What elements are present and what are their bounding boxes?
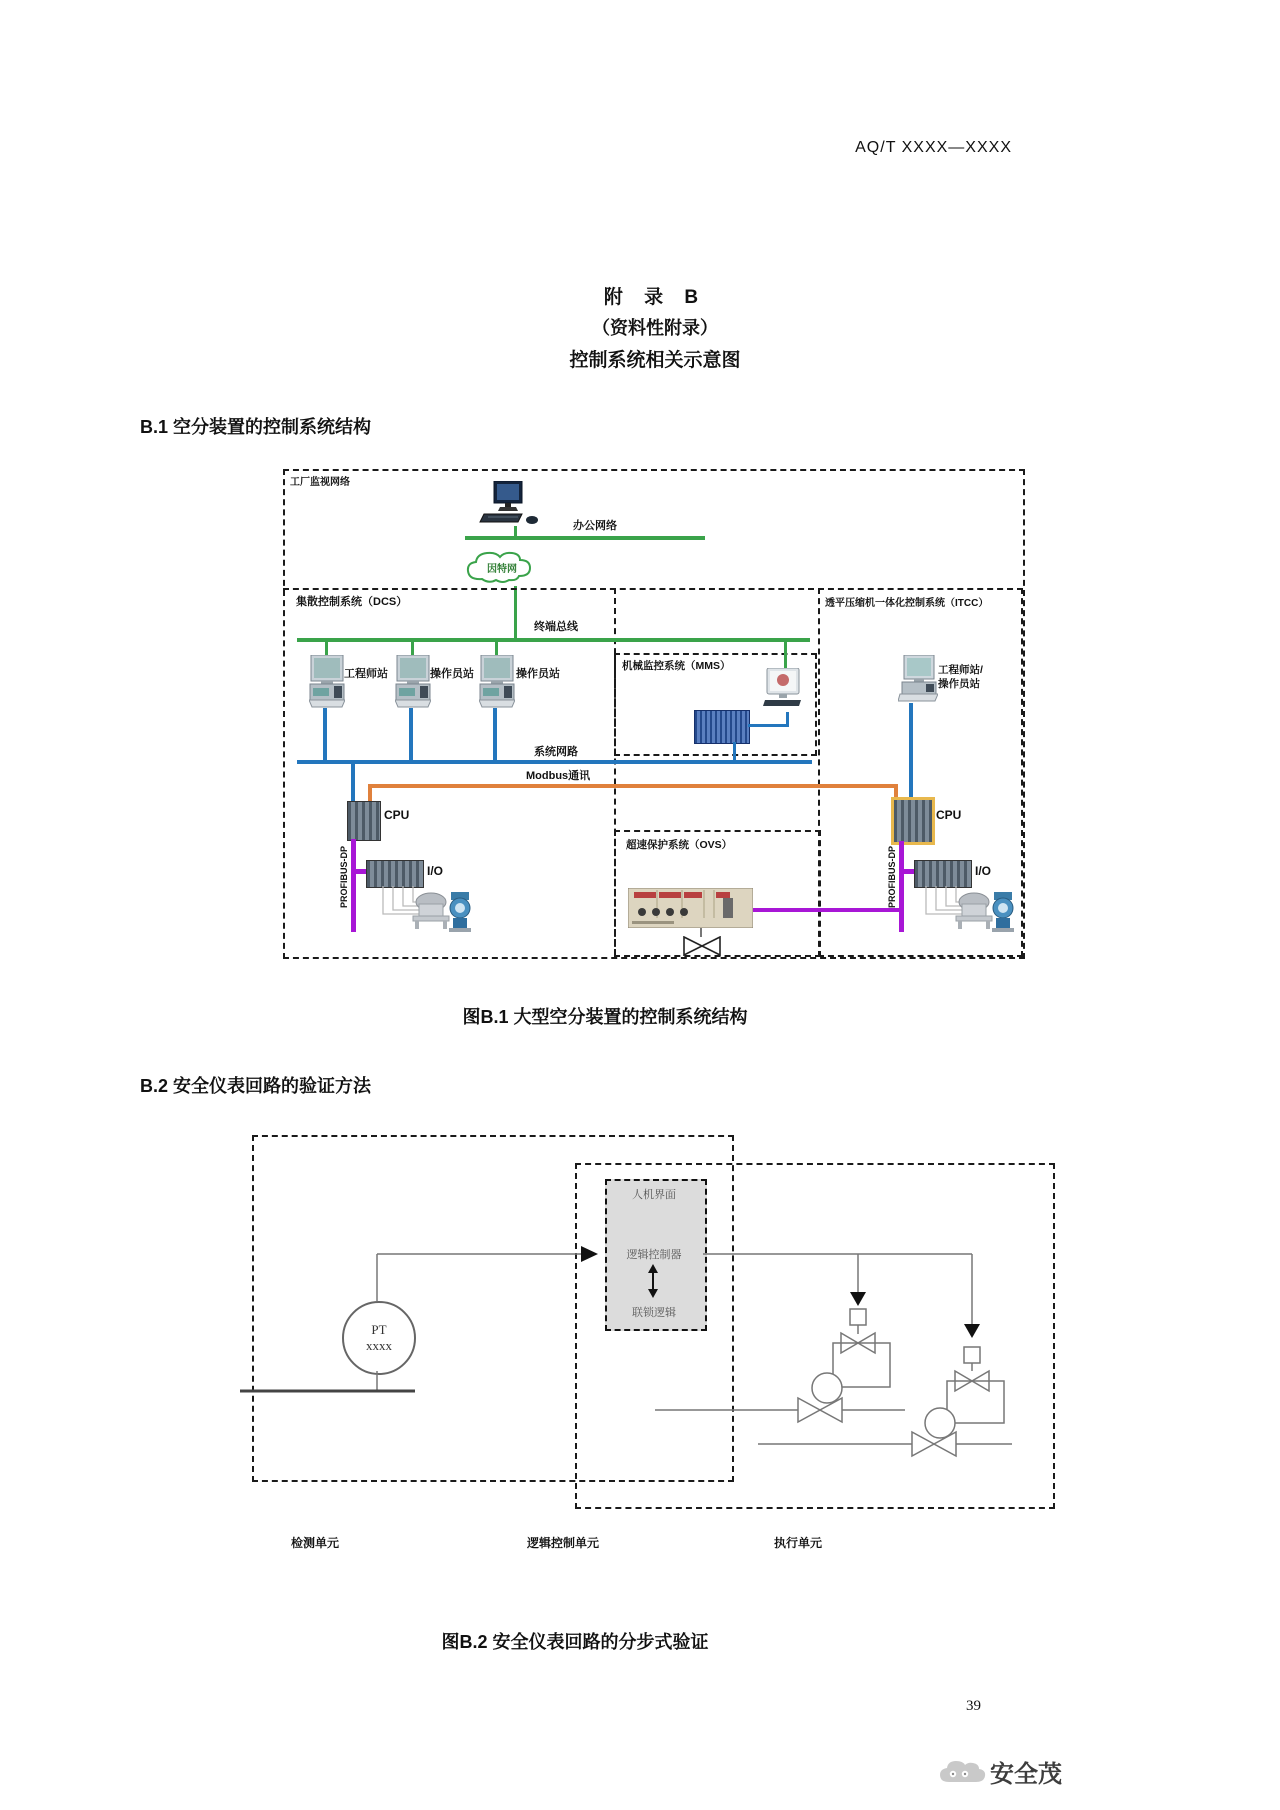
b2-linework xyxy=(200,1240,1060,1475)
itcc-station-label-1: 工程师站/ xyxy=(938,664,983,676)
itcc-cpu-label: CPU xyxy=(936,808,962,822)
appendix-subtitle: （资料性附录） xyxy=(592,318,718,338)
op-station2-stub xyxy=(495,642,498,656)
figure-b2-caption: 图B.2 安全仪表回路的分步式验证 xyxy=(441,1632,709,1652)
ovs-panel-icon xyxy=(628,888,753,933)
office-network-label: 办公网络 xyxy=(573,520,617,532)
unit-detection-label: 检测单元 xyxy=(291,1536,340,1550)
itcc-profibus-line xyxy=(899,841,904,932)
office-network-line xyxy=(465,536,705,540)
dcs-field-instruments-icon xyxy=(375,886,475,941)
mms-label: 机械监控系统（MMS） xyxy=(622,660,731,672)
system-network-line xyxy=(297,760,812,764)
appendix-topic: 控制系统相关示意图 xyxy=(569,350,741,371)
op-station1-stub xyxy=(411,642,414,656)
terminal-bus-label: 终端总线 xyxy=(534,621,578,633)
itcc-io-label: I/O xyxy=(975,864,992,878)
logic-controller-label: 逻辑控制器 xyxy=(626,1249,682,1261)
operator-station2-label: 操作员站 xyxy=(516,668,560,680)
figure-b1-caption: 图B.1 大型空分装置的控制系统结构 xyxy=(462,1007,748,1027)
interlock-logic-label: 联锁逻辑 xyxy=(632,1307,676,1319)
mms-monitor-stub xyxy=(784,642,787,670)
terminal-bus-line xyxy=(297,638,810,642)
pt-label: PT xyxy=(371,1322,387,1337)
itcc-station-label-2: 操作员站 xyxy=(938,678,980,690)
mms-server-drop-line xyxy=(733,742,736,762)
dcs-io-icon xyxy=(366,860,424,888)
itcc-label: 透平压缩机一体化控制系统（ITCC） xyxy=(825,598,989,609)
itcc-profibus-label: PROFIBUS-DP xyxy=(887,846,897,909)
unit-logic-label: 逻辑控制单元 xyxy=(527,1536,600,1550)
itcc-field-instruments-icon xyxy=(920,886,1020,941)
appendix-title: 附 录 B xyxy=(603,287,707,308)
office-computer-icon xyxy=(478,481,542,534)
section-b1-heading: B.1 空分装置的控制系统结构 xyxy=(140,417,372,437)
eng-station-stub xyxy=(325,642,328,656)
ovs-valve-icon xyxy=(683,936,721,961)
unit-execution-label: 执行单元 xyxy=(774,1536,823,1550)
itcc-station-drop-line xyxy=(909,703,913,798)
engineer-station-label: 工程师站 xyxy=(344,668,388,680)
system-network-label: 系统网路 xyxy=(534,746,578,758)
op-station1-drop-line xyxy=(409,708,413,762)
itcc-cpu-icon xyxy=(891,797,935,845)
ovs-to-itcc-line xyxy=(753,908,903,912)
ovs-label: 超速保护系统（OVS） xyxy=(626,839,733,851)
section-b2-heading: B.2 安全仪表回路的验证方法 xyxy=(140,1076,372,1096)
dcs-io-label: I/O xyxy=(427,864,444,878)
brand-name: 安全茂 xyxy=(990,1761,1062,1788)
operator-station1-icon xyxy=(395,655,431,715)
dcs-label: 集散控制系统（DCS） xyxy=(296,596,408,608)
itcc-io-icon xyxy=(914,860,972,888)
modbus-line xyxy=(368,784,898,788)
hmi-label: 人机界面 xyxy=(632,1189,676,1201)
cloud-to-bus-line xyxy=(514,586,517,638)
mms-server-icon xyxy=(694,710,750,744)
dcs-profibus-label: PROFIBUS-DP xyxy=(339,846,349,909)
mms-monitor-icon xyxy=(763,668,803,717)
dcs-cpu-label: CPU xyxy=(384,808,410,822)
dcs-profibus-line xyxy=(351,839,356,932)
itcc-station-icon xyxy=(898,655,938,708)
dcs-top-divider xyxy=(283,588,814,590)
op-station2-drop-line xyxy=(493,708,497,762)
engineer-station-icon xyxy=(309,655,345,715)
operator-station1-label: 操作员站 xyxy=(430,668,474,680)
brand-cloud-icon xyxy=(935,1750,990,1795)
modbus-label: Modbus通讯 xyxy=(526,770,591,782)
b1-plant-network-label: 工厂监视网络 xyxy=(290,477,350,488)
eng-station-drop-line xyxy=(323,708,327,762)
document-header-ref: AQ/T XXXX—XXXX xyxy=(855,139,1012,156)
operator-station2-icon xyxy=(479,655,515,715)
page-number: 39 xyxy=(966,1698,981,1714)
pt-tag: xxxx xyxy=(366,1338,392,1353)
dcs-io-stub xyxy=(356,869,366,874)
internet-label: 因特网 xyxy=(487,564,517,575)
dcs-cpu-drop-line xyxy=(351,762,355,803)
dcs-cpu-icon xyxy=(347,801,381,841)
itcc-io-stub xyxy=(904,869,914,874)
mms-link-h xyxy=(748,724,789,727)
